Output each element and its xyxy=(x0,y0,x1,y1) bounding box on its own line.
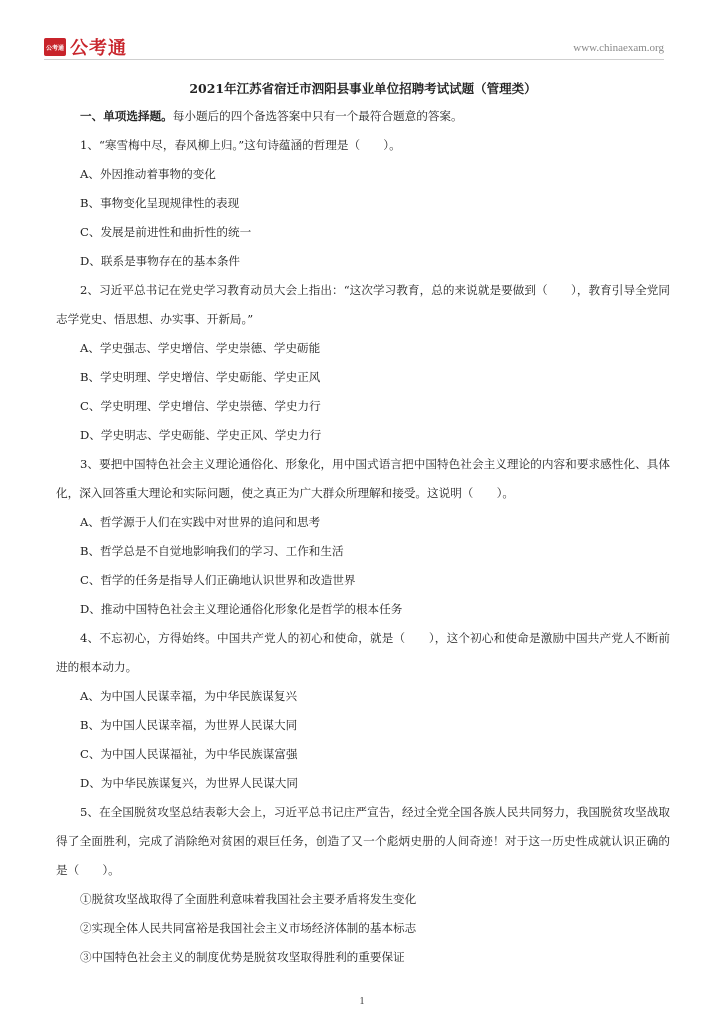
option: D、学史明志、学史砺能、学史正风、学史力行 xyxy=(80,428,322,442)
page-number: 1 xyxy=(359,996,365,1007)
section-heading xyxy=(56,102,670,131)
question-stem: 3、要把中国特色社会主义理论通俗化、形象化，用中国式语言把中国特色社会主义理论的内容和要求感性化、具体化，深入回答重大理论和实际问题，使之真正为广大群众所理解和接受。这说明（ ）。 xyxy=(56,457,670,500)
option: ②实现全体人民共同富裕是我国社会主义市场经济体制的基本标志 xyxy=(80,921,417,935)
document-body xyxy=(56,78,670,972)
option: C、哲学的任务是指导人们正确地认识世界和改造世界 xyxy=(80,573,356,587)
option: D、为中华民族谋复兴，为世界人民谋大同 xyxy=(80,776,298,790)
option: A、为中国人民谋幸福，为中华民族谋复兴 xyxy=(80,689,298,703)
option: B、哲学总是不自觉地影响我们的学习、工作和生活 xyxy=(80,544,344,558)
logo-mark: 公考通 xyxy=(44,38,66,56)
page-header xyxy=(44,30,664,62)
section-label: 一、单项选择题。 xyxy=(80,109,173,123)
option: B、学史明理、学史增信、学史砺能、学史正风 xyxy=(80,370,321,384)
option: C、发展是前进性和曲折性的统一 xyxy=(80,225,252,239)
option: C、为中国人民谋福祉，为中华民族谋富强 xyxy=(80,747,298,761)
option: D、推动中国特色社会主义理论通俗化形象化是哲学的根本任务 xyxy=(80,602,403,616)
option: ①脱贫攻坚战取得了全面胜利意味着我国社会主要矛盾将发生变化 xyxy=(80,892,417,906)
option: D、联系是事物存在的基本条件 xyxy=(80,254,241,268)
header-divider xyxy=(44,59,664,60)
option: A、学史强志、学史增信、学史崇德、学史砺能 xyxy=(80,341,321,355)
option: B、事物变化呈现规律性的表现 xyxy=(80,196,240,210)
question-stem: 2、习近平总书记在党史学习教育动员大会上指出：“这次学习教育，总的来说就是要做到（ ），教育引导全党同志学党史、悟思想、办实事、开新局。” xyxy=(56,283,670,326)
option: B、为中国人民谋幸福，为世界人民谋大同 xyxy=(80,718,298,732)
logo xyxy=(44,34,127,60)
section-instruction: 每小题后的四个备选答案中只有一个最符合题意的答案。 xyxy=(172,109,463,123)
question-stem: 5、在全国脱贫攻坚总结表彰大会上，习近平总书记庄严宣告，经过全党全国各族人民共同努力，我国脱贫攻坚战取得了全面胜利，完成了消除绝对贫困的艰巨任务，创造了又一个彪炳史册的人间奇迹！对于这一历史性成就认识正确的是（ ）。 xyxy=(56,805,670,877)
question-stem: 4、不忘初心，方得始终。中国共产党人的初心和使命，就是（ ），这个初心和使命是激励中国共产党人不断前进的根本动力。 xyxy=(56,631,670,674)
option: C、学史明理、学史增信、学史崇德、学史力行 xyxy=(80,399,321,413)
option: A、哲学源于人们在实践中对世界的追问和思考 xyxy=(80,515,321,529)
site-url: www.chinaexam.org xyxy=(573,42,664,54)
option: ③中国特色社会主义的制度优势是脱贫攻坚取得胜利的重要保证 xyxy=(80,950,405,964)
logo-text: 公考通 xyxy=(70,38,127,59)
question-stem: 1、“寒雪梅中尽，春风柳上归。”这句诗蕴涵的哲理是（ ）。 xyxy=(80,138,401,152)
option: A、外因推动着事物的变化 xyxy=(80,167,216,181)
document-title: 2021年江苏省宿迁市泗阳县事业单位招聘考试试题（管理类） xyxy=(189,81,537,96)
